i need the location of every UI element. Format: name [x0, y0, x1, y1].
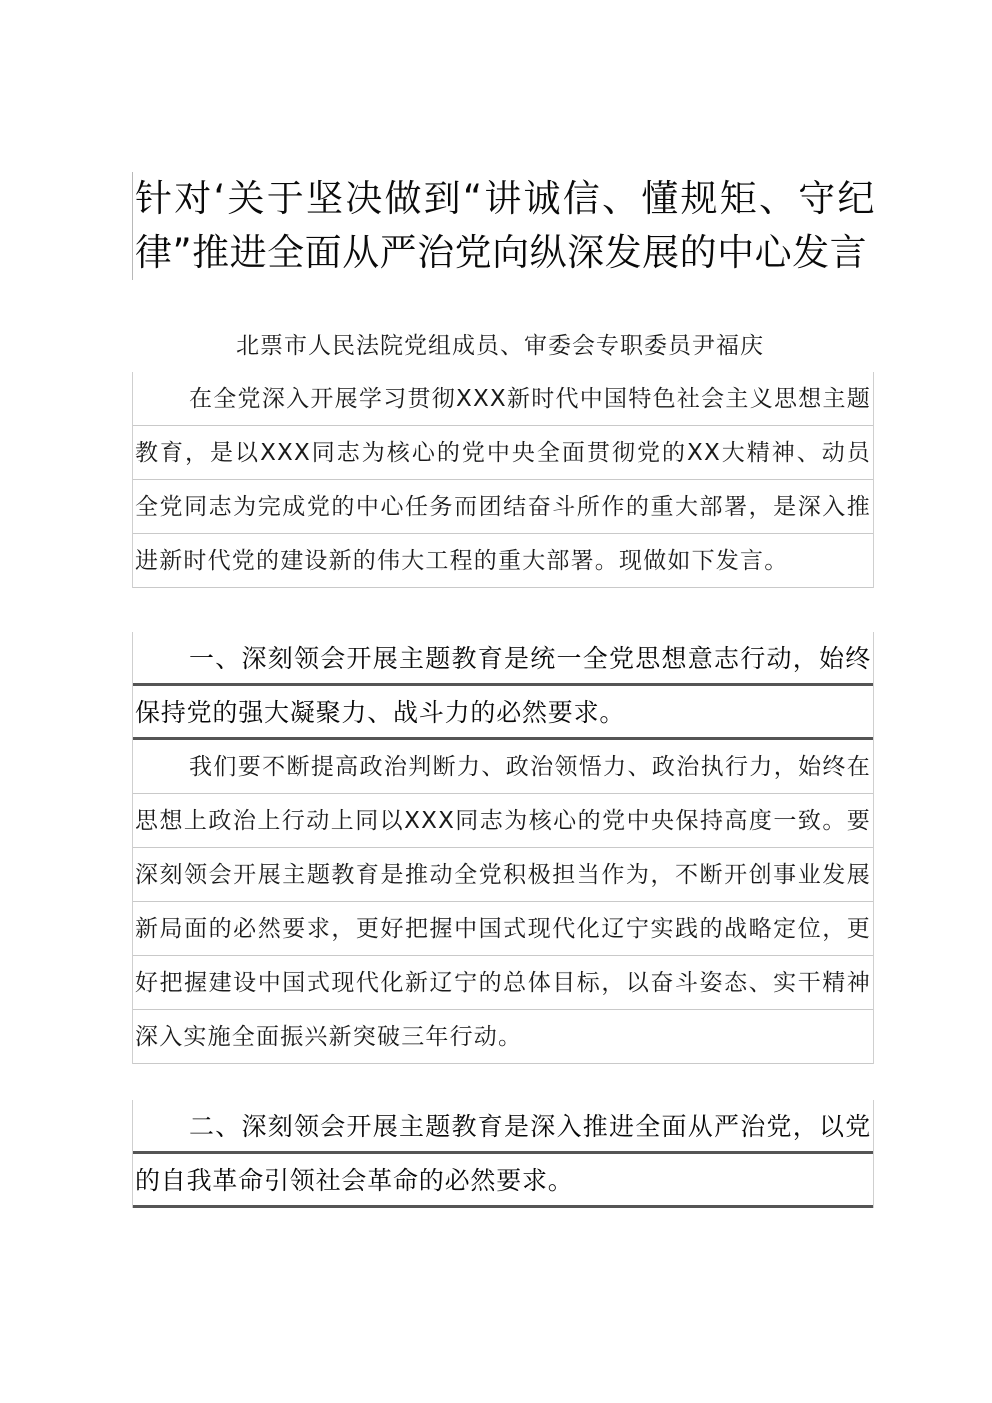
- author-line: 北票市人民法院党组成员、审委会专职委员尹福庆: [236, 333, 764, 359]
- section-heading-one: 一、深刻领会开展主题教育是统一全党思想意志行动，始终保持党的强大凝聚力、战斗力的必然要求。: [132, 632, 874, 740]
- section-heading-two: 二、深刻领会开展主题教育是深入推进全面从严治党，以党的自我革命引领社会革命的必然要求。: [132, 1100, 874, 1208]
- document-title: 针对‘关于坚决做到“讲诚信、懂规矩、守纪律”推进全面从严治党向纵深发展的中心发言: [132, 172, 875, 280]
- body-paragraph-section-one: 我们要不断提高政治判断力、政治领悟力、政治执行力，始终在思想上政治上行动上同以XXX同志为核心的党中央保持高度一致。要深刻领会开展主题教育是推动全党积极担当作为，不断开创事业发展新局面的必然要求，更好把握中国式现代化辽宁实践的战略定位，更好把握建设中国式现代化新辽宁的总体目标，以奋斗姿态、实干精神深入实施全面振兴新突破三年行动。: [132, 740, 874, 1064]
- body-paragraph-intro: 在全党深入开展学习贯彻XXX新时代中国特色社会主义思想主题教育，是以XXX同志为核心的党中央全面贯彻党的XX大精神、动员全党同志为完成党的中心任务而团结奋斗所作的重大部署，是深入推进新时代党的建设新的伟大工程的重大部署。现做如下发言。: [132, 372, 874, 588]
